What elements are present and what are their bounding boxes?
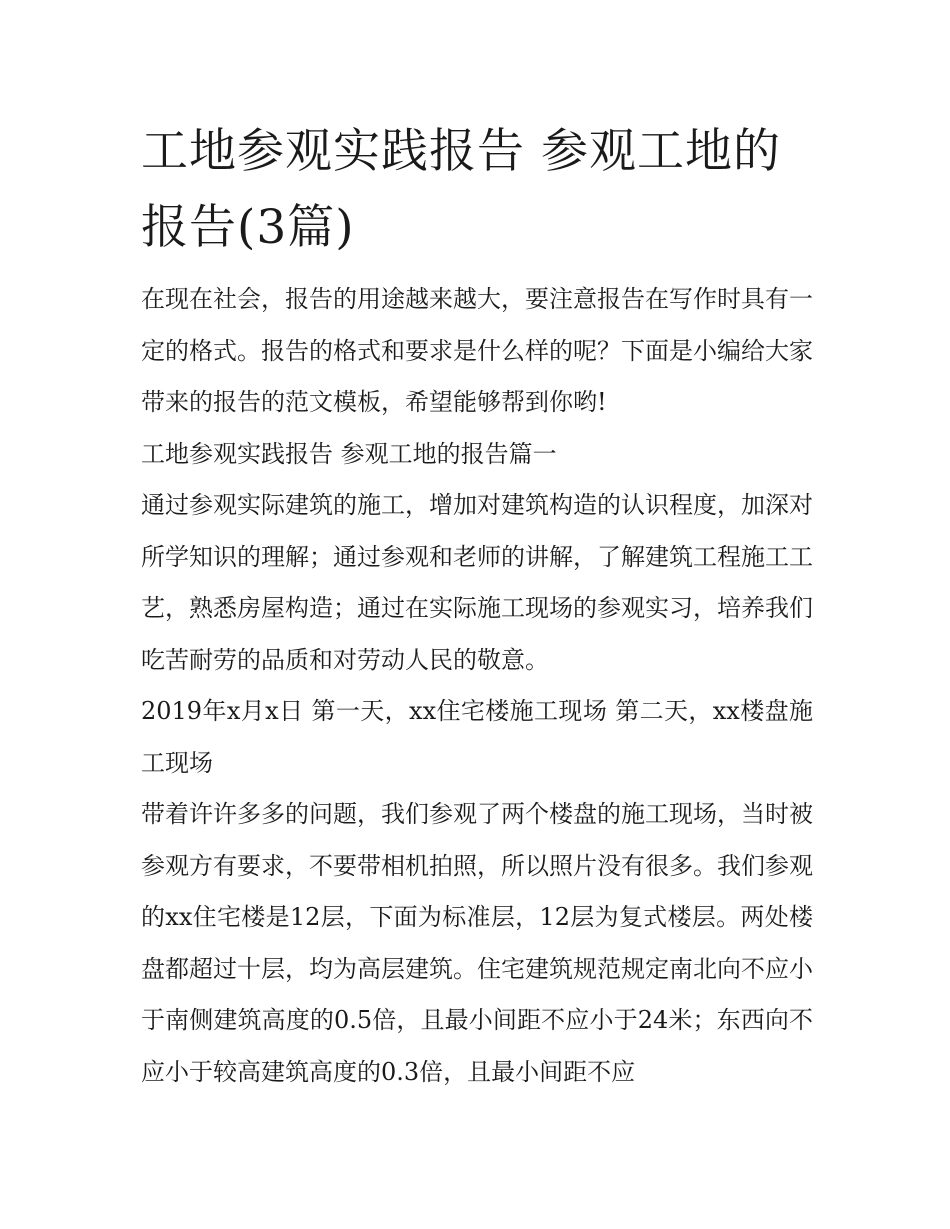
section-heading: 工地参观实践报告 参观工地的报告篇一	[141, 439, 557, 468]
document-title: 工地参观实践报告 参观工地的报告(3篇)	[141, 124, 781, 255]
visit-paragraph: 带着许许多多的问题，我们参观了两个楼盘的施工现场，当时被参观方有要求，不要带相机拍照，所以照片没有很多。我们参观的xx住宅楼是12层，下面为标准层，12层为复式楼层。两处楼盘都超过十层，均为高层建筑。住宅建筑规范规定南北向不应小于南侧建筑高度的0.5倍，且最小间距不应小于24米；东西向不应小于较高建筑高度的0.3倍，且最小间距不应	[141, 800, 813, 1086]
document-body	[141, 274, 813, 1098]
date-paragraph: 2019年x月x日 第一天，xx住宅楼施工现场 第二天，xx楼盘施工现场	[141, 697, 813, 777]
intro-paragraph: 在现在社会，报告的用途越来越大，要注意报告在写作时具有一定的格式。报告的格式和要求是什么样的呢？下面是小编给大家带来的报告的范文模板，希望能够帮到你哟!	[141, 285, 813, 416]
purpose-paragraph: 通过参观实际建筑的施工，增加对建筑构造的认识程度，加深对所学知识的理解；通过参观和老师的讲解，了解建筑工程施工工艺，熟悉房屋构造；通过在实际施工现场的参观实习，培养我们吃苦耐劳的品质和对劳动人民的敬意。	[141, 491, 813, 674]
